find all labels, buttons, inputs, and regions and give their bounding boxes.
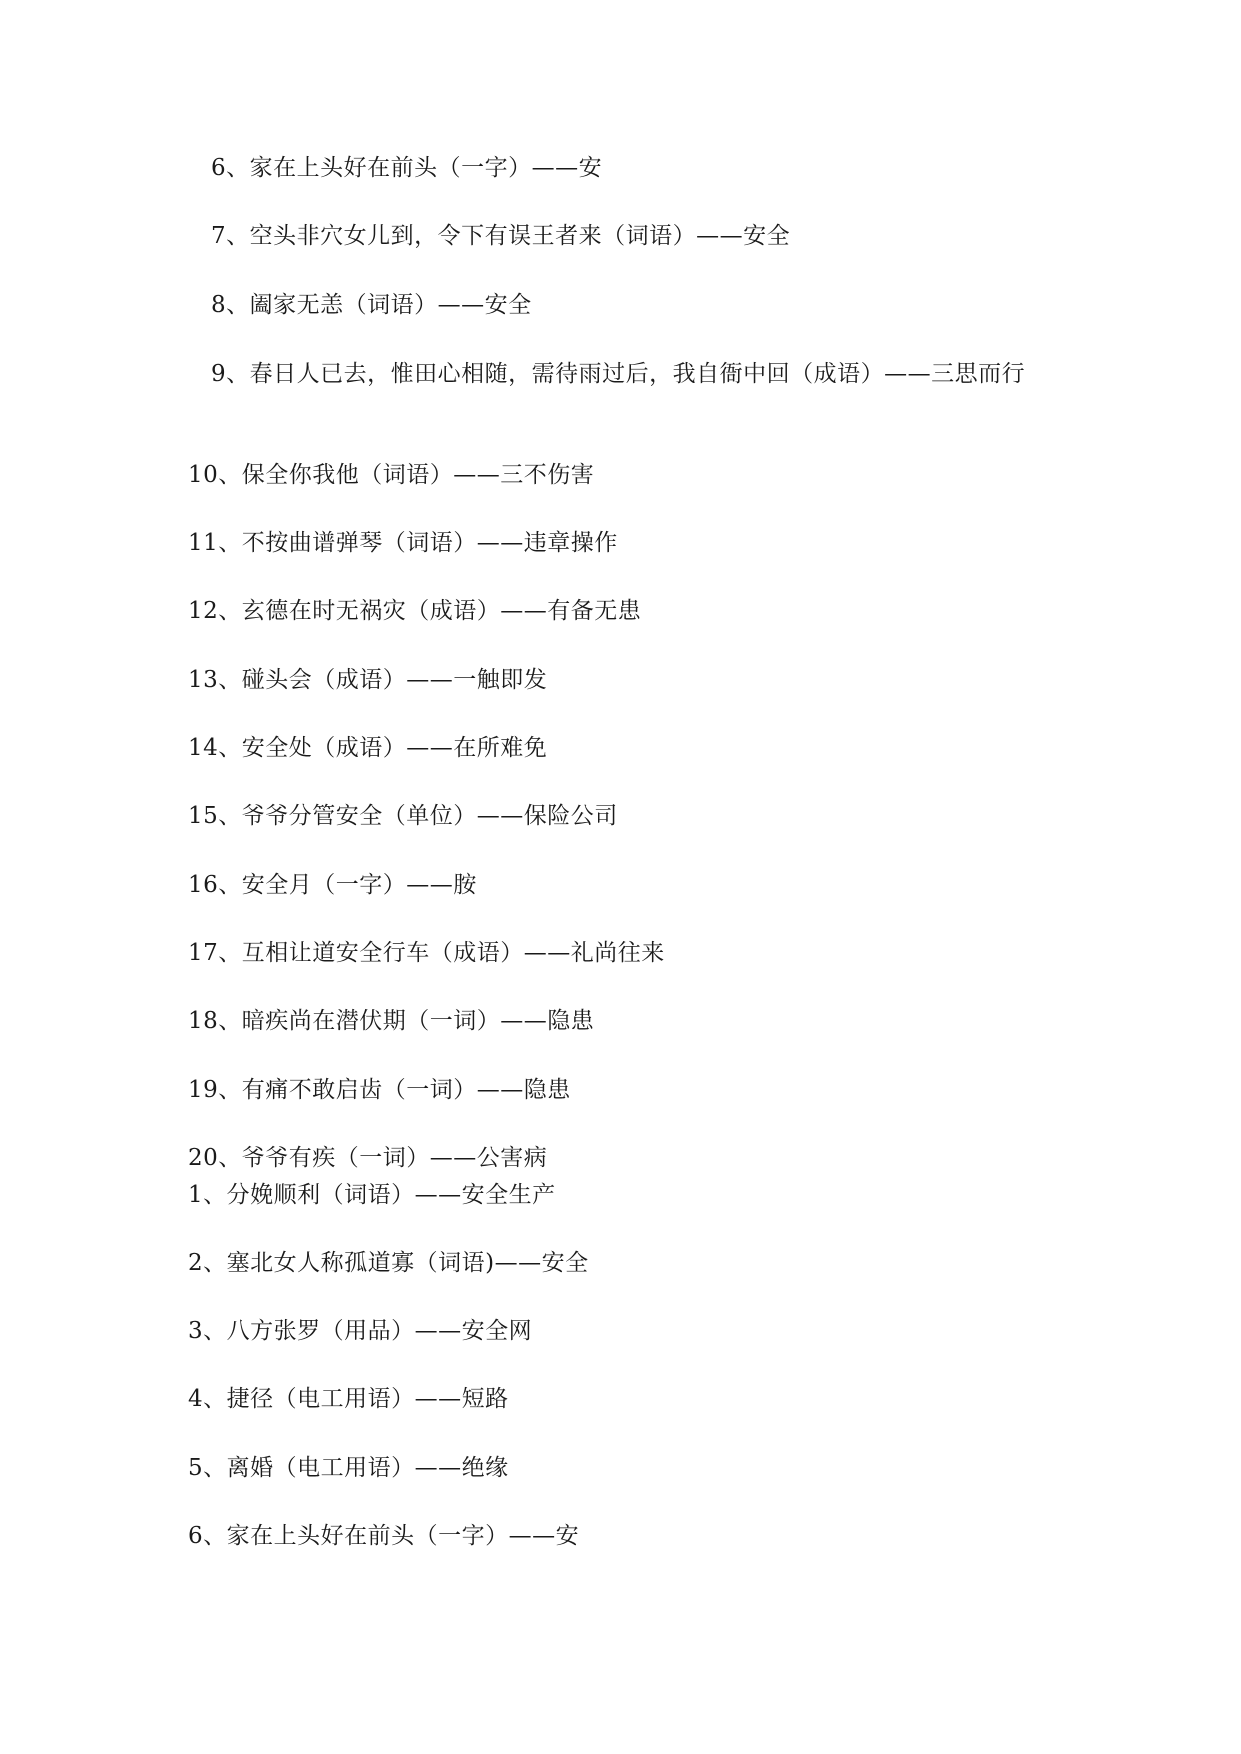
- riddle-line: 7、空头非穴女儿到，令下有误王者来（词语）——安全: [211, 223, 791, 249]
- riddle-line: 3、八方张罗（用品）——安全网: [188, 1318, 533, 1344]
- riddle-line: 11、不按曲谱弹琴（词语）——违章操作: [188, 530, 618, 556]
- riddle-line: 14、安全处（成语）——在所难免: [188, 735, 548, 761]
- riddle-line: 13、碰头会（成语）——一触即发: [188, 667, 548, 693]
- riddle-line: 15、爷爷分管安全（单位）——保险公司: [188, 803, 618, 829]
- riddle-line: 9、春日人已去，惟田心相随，需待雨过后，我自衙中回（成语）——三思而行: [211, 361, 1026, 387]
- riddle-line: 5、离婚（电工用语）——绝缘: [188, 1455, 509, 1481]
- riddle-line: 18、暗疾尚在潜伏期（一词）——隐患: [188, 1008, 595, 1034]
- riddle-line: 20、爷爷有疾（一词）——公害病: [188, 1145, 548, 1171]
- riddle-line: 17、互相让道安全行车（成语）——礼尚往来: [188, 940, 665, 966]
- riddle-line: 16、安全月（一字）——胺: [188, 872, 477, 898]
- riddle-line: 12、玄德在时无祸灾（成语）——有备无患: [188, 598, 642, 624]
- riddle-line: 6、家在上头好在前头（一字）——安: [211, 155, 603, 181]
- riddle-line: 1、分娩顺利（词语）——安全生产: [188, 1182, 556, 1208]
- riddle-line: 4、捷径（电工用语）——短路: [188, 1386, 509, 1412]
- riddle-line: 19、有痛不敢启齿（一词）——隐患: [188, 1077, 571, 1103]
- riddle-line: 10、保全你我他（词语）——三不伤害: [188, 462, 595, 488]
- riddle-line: 8、阖家无恙（词语）——安全: [211, 292, 532, 318]
- riddle-line: 6、家在上头好在前头（一字）——安: [188, 1523, 580, 1549]
- riddle-line: 2、塞北女人称孤道寡（词语)——安全: [188, 1250, 589, 1276]
